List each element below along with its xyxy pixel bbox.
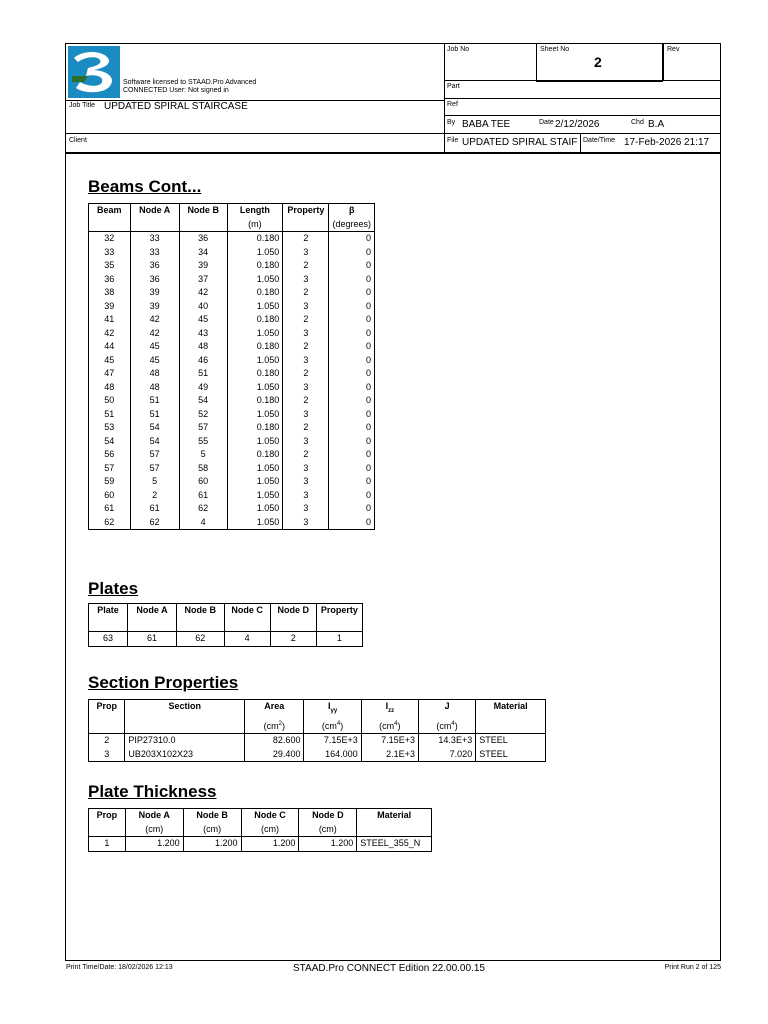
column-header: Node A (128, 604, 177, 618)
table-cell: 3 (283, 475, 329, 489)
table-cell: 3 (283, 462, 329, 476)
column-header: Section (125, 700, 245, 718)
table-cell: 58 (179, 462, 227, 476)
column-header: Prop (96, 701, 117, 711)
table-cell: 2 (283, 421, 329, 435)
section-properties-table (88, 699, 546, 762)
edition: STAAD.Pro CONNECT Edition 22.00.00.15 (293, 963, 485, 974)
table-row (89, 367, 375, 381)
column-unit (89, 823, 126, 837)
table-cell: 54 (179, 394, 227, 408)
table-cell: 2 (283, 286, 329, 300)
column-header: β (329, 204, 375, 218)
table-cell: 41 (104, 314, 115, 325)
column-unit (179, 218, 227, 232)
table-cell: 53 (104, 422, 115, 433)
table-cell: 2 (283, 394, 329, 408)
table-cell: 1.050 (227, 516, 283, 530)
column-header: Node B (176, 604, 224, 618)
table-row (89, 837, 432, 852)
column-unit: (cm) (241, 823, 299, 837)
part-label: Part (447, 83, 460, 90)
table-header-row (89, 809, 432, 823)
table-row (89, 408, 375, 422)
table-cell: 3 (283, 246, 329, 260)
chd-value: B.A (648, 119, 665, 130)
table-cell: 48 (179, 340, 227, 354)
column-unit: $(cm^4)$ (304, 718, 361, 734)
header-bottom-border (66, 152, 721, 154)
table-cell: 2 (283, 340, 329, 354)
date-label: Date (539, 119, 554, 126)
table-cell: 7.020 (418, 747, 475, 761)
table-cell: 0.180 (227, 340, 283, 354)
table-cell: 38 (104, 287, 115, 298)
table-cell: 0 (329, 502, 375, 516)
table-header-row (89, 700, 546, 718)
table-row (89, 273, 375, 287)
table-cell: 2 (270, 632, 316, 647)
table-row (89, 733, 546, 747)
header-divider (536, 44, 537, 80)
table-cell: 62 (130, 516, 179, 530)
table-cell: 2 (283, 448, 329, 462)
table-cell: 57 (104, 462, 115, 473)
table-cell: 1.050 (227, 381, 283, 395)
table-cell: 39 (179, 259, 227, 273)
table-cell: 1.050 (227, 475, 283, 489)
table-cell: 0 (329, 300, 375, 314)
license-line-2: CONNECTED User: Not signed in (123, 87, 229, 94)
table-cell: 49 (179, 381, 227, 395)
table-cell: 52 (179, 408, 227, 422)
table-cell: 82.600 (245, 733, 304, 747)
header-divider (444, 98, 721, 99)
column-unit (283, 218, 329, 232)
job-no-label: Job No (447, 46, 470, 53)
column-unit (125, 718, 245, 734)
table-cell: 2 (283, 259, 329, 273)
table-cell: 46 (179, 354, 227, 368)
column-unit (130, 218, 179, 232)
column-unit: $(cm^2)$ (245, 718, 304, 734)
table-row (89, 462, 375, 476)
table-cell: 39 (130, 286, 179, 300)
column-header: Property (283, 204, 329, 218)
column-unit: $(cm^4)$ (418, 718, 475, 734)
table-cell: 1.050 (227, 246, 283, 260)
table-cell: 1.050 (227, 354, 283, 368)
table-cell: 1.050 (227, 300, 283, 314)
table-cell: 61 (128, 632, 177, 647)
table-cell: 62 (176, 632, 224, 647)
table-cell: 51 (130, 394, 179, 408)
column-unit: $(cm^4)$ (361, 718, 418, 734)
table-cell: PIP27310.0 (125, 733, 245, 747)
table-row (89, 313, 375, 327)
table-cell: 2 (283, 313, 329, 327)
table-unit-row (89, 218, 375, 232)
print-run: Print Run 2 of 125 (664, 964, 721, 971)
header-divider (536, 80, 663, 82)
file-label: File (447, 137, 459, 144)
table-cell: 0 (329, 313, 375, 327)
table-cell: 3 (283, 516, 329, 530)
table-cell: 59 (104, 476, 115, 487)
table-cell: 34 (179, 246, 227, 260)
table-row (89, 448, 375, 462)
column-header: Node D (299, 809, 357, 823)
table-unit-row (89, 718, 546, 734)
table-cell: 3 (283, 327, 329, 341)
header-divider (66, 133, 721, 134)
table-cell: 1.050 (227, 489, 283, 503)
table-cell: 1.050 (227, 435, 283, 449)
table-cell: 50 (104, 395, 115, 406)
table-row (89, 286, 375, 300)
table-cell: 44 (104, 341, 115, 352)
table-cell: 3 (104, 748, 110, 759)
header-divider (444, 44, 445, 152)
table-cell: 1.050 (227, 327, 283, 341)
table-cell: 0 (329, 286, 375, 300)
table-cell: 62 (104, 516, 115, 527)
table-cell: 1.200 (125, 837, 183, 852)
table-cell: 164.000 (304, 747, 361, 761)
table-cell: 0 (329, 448, 375, 462)
table-cell: 2.1E+3 (361, 747, 418, 761)
date-value: 2/12/2026 (555, 119, 600, 130)
table-cell: STEEL (476, 747, 546, 761)
table-cell: 3 (283, 489, 329, 503)
table-cell: 0 (329, 259, 375, 273)
table-cell: 54 (104, 435, 115, 446)
table-cell: 0 (329, 246, 375, 260)
column-header: Node B (183, 809, 241, 823)
table-cell: 42 (130, 313, 179, 327)
table-cell: 2 (104, 735, 110, 746)
datetime-value: 17-Feb-2026 21:17 (624, 137, 710, 148)
table-cell: 3 (283, 435, 329, 449)
table-cell: 0.180 (227, 313, 283, 327)
table-cell: 0 (329, 394, 375, 408)
table-cell: 39 (130, 300, 179, 314)
table-cell: 2 (283, 367, 329, 381)
print-time: Print Time/Date: 18/02/2026 12:13 (66, 964, 173, 971)
table-cell: 51 (179, 367, 227, 381)
table-cell: 3 (283, 300, 329, 314)
table-cell: 40 (179, 300, 227, 314)
table-cell: 47 (104, 368, 115, 379)
table-cell: 48 (130, 367, 179, 381)
column-unit (89, 718, 125, 734)
table-cell: 48 (104, 381, 115, 392)
header-divider (580, 133, 581, 152)
plates-table (88, 603, 363, 647)
sheet-no-label: Sheet No (540, 46, 570, 53)
table-cell: 1 (316, 632, 362, 647)
column-header: Material (476, 700, 546, 718)
table-cell: 33 (104, 246, 115, 257)
column-header: Length (227, 204, 283, 218)
staad-logo (68, 46, 120, 98)
table-cell: 36 (104, 273, 115, 284)
table-cell: 62 (179, 502, 227, 516)
column-unit (270, 618, 316, 632)
plate-thickness-title: Plate Thickness (88, 782, 217, 801)
table-cell: 7.15E+3 (361, 733, 418, 747)
table-cell: 45 (130, 340, 179, 354)
column-unit (89, 618, 128, 632)
table-cell: 0.180 (227, 448, 283, 462)
table-cell: 3 (283, 381, 329, 395)
table-cell: 33 (130, 232, 179, 246)
sheet-no-value: 2 (594, 54, 602, 70)
table-cell: 0 (329, 327, 375, 341)
table-cell: 0.180 (227, 259, 283, 273)
table-cell: 42 (179, 286, 227, 300)
table-cell: 0 (329, 462, 375, 476)
plate-thickness-table (88, 808, 432, 852)
column-header: J (418, 700, 475, 718)
table-cell: 60 (179, 475, 227, 489)
column-header: Node C (241, 809, 299, 823)
table-row (89, 394, 375, 408)
client-label: Client (69, 137, 87, 144)
column-unit (316, 618, 362, 632)
header-divider (444, 115, 721, 116)
table-cell: 1.050 (227, 273, 283, 287)
column-header: Prop (96, 810, 118, 820)
column-header: Beam (97, 205, 122, 215)
beams-title: Beams Cont... (88, 177, 202, 196)
table-row (89, 300, 375, 314)
table-cell: 51 (104, 408, 115, 419)
table-cell: 1.050 (227, 408, 283, 422)
datetime-label: Date/Time (583, 137, 616, 144)
table-cell: 0.180 (227, 367, 283, 381)
column-header: $I_{yy}$ (304, 700, 361, 718)
table-cell: 1.050 (227, 502, 283, 516)
table-cell: 61 (104, 503, 115, 514)
table-row (89, 232, 375, 246)
table-cell: 4 (224, 632, 270, 647)
table-row (89, 435, 375, 449)
column-unit (224, 618, 270, 632)
table-row (89, 327, 375, 341)
logo-icon (68, 46, 120, 98)
column-unit: (cm) (125, 823, 183, 837)
table-cell: 0 (329, 435, 375, 449)
column-header: Node A (125, 809, 183, 823)
table-cell: 1.200 (299, 837, 357, 852)
table-cell: 39 (104, 300, 115, 311)
table-cell: 0 (329, 340, 375, 354)
table-cell: 56 (104, 449, 115, 460)
table-unit-row (89, 823, 432, 837)
table-cell: 37 (179, 273, 227, 287)
table-cell: 0 (329, 421, 375, 435)
table-cell: 5 (130, 475, 179, 489)
table-row (89, 747, 546, 761)
table-cell: 0 (329, 232, 375, 246)
table-cell: 1.050 (227, 462, 283, 476)
table-cell: 2 (130, 489, 179, 503)
table-cell: 0.180 (227, 394, 283, 408)
table-cell: STEEL (476, 733, 546, 747)
table-cell: 1 (104, 838, 110, 849)
table-cell: 33 (130, 246, 179, 260)
table-cell: 43 (179, 327, 227, 341)
table-cell: 0 (329, 273, 375, 287)
license-line-1: Software licensed to STAAD.Pro Advanced (123, 79, 257, 86)
table-cell: 42 (104, 327, 115, 338)
column-header: Material (357, 809, 432, 823)
table-cell: 7.15E+3 (304, 733, 361, 747)
column-unit (176, 618, 224, 632)
table-cell: 45 (179, 313, 227, 327)
table-cell: 2 (283, 232, 329, 246)
section-properties-title: Section Properties (88, 673, 239, 692)
table-row (89, 259, 375, 273)
column-header: Property (316, 604, 362, 618)
table-cell: 0 (329, 489, 375, 503)
table-cell: 48 (130, 381, 179, 395)
table-cell: 0 (329, 354, 375, 368)
table-cell: 0 (329, 367, 375, 381)
table-cell: UB203X102X23 (125, 747, 245, 761)
table-row (89, 354, 375, 368)
table-cell: 0 (329, 408, 375, 422)
table-cell: 54 (130, 421, 179, 435)
table-row (89, 381, 375, 395)
column-header: Node A (130, 204, 179, 218)
table-cell: 36 (130, 259, 179, 273)
chd-label: Chd (631, 119, 644, 126)
table-cell: 3 (283, 354, 329, 368)
header-divider (662, 44, 664, 81)
table-cell: 5 (179, 448, 227, 462)
table-cell: 42 (130, 327, 179, 341)
table-cell: 29.400 (245, 747, 304, 761)
table-row (89, 246, 375, 260)
column-header: Node B (179, 204, 227, 218)
table-row (89, 502, 375, 516)
table-cell: STEEL_355_N (357, 837, 432, 852)
table-row (89, 340, 375, 354)
column-unit (89, 218, 131, 232)
table-cell: 45 (104, 354, 115, 365)
table-cell: 3 (283, 408, 329, 422)
table-cell: 60 (104, 489, 115, 500)
column-unit: (degrees) (329, 218, 375, 232)
plates-title: Plates (88, 579, 139, 598)
table-cell: 57 (130, 462, 179, 476)
table-row (89, 475, 375, 489)
table-unit-row (89, 618, 363, 632)
table-cell: 54 (130, 435, 179, 449)
table-cell: 3 (283, 273, 329, 287)
table-cell: 51 (130, 408, 179, 422)
table-cell: 57 (130, 448, 179, 462)
table-cell: 55 (179, 435, 227, 449)
table-cell: 1.200 (241, 837, 299, 852)
column-unit (128, 618, 177, 632)
table-cell: 14.3E+3 (418, 733, 475, 747)
column-unit: (cm) (299, 823, 357, 837)
table-row (89, 516, 375, 530)
table-header-row (89, 204, 375, 218)
column-header: Node D (270, 604, 316, 618)
by-label: By (447, 119, 456, 126)
column-unit: (m) (227, 218, 283, 232)
rev-label: Rev (667, 46, 680, 53)
beams-table (88, 203, 375, 530)
file-value: UPDATED SPIRAL STAIF (462, 137, 578, 148)
table-row (89, 632, 363, 647)
column-unit: (cm) (183, 823, 241, 837)
job-title-label: Job Title (69, 102, 96, 109)
column-header: Plate (97, 605, 119, 615)
table-row (89, 489, 375, 503)
table-cell: 0 (329, 475, 375, 489)
table-cell: 0.180 (227, 232, 283, 246)
table-cell: 61 (130, 502, 179, 516)
table-cell: 57 (179, 421, 227, 435)
table-cell: 32 (104, 233, 115, 244)
table-cell: 61 (179, 489, 227, 503)
column-header: Node C (224, 604, 270, 618)
table-header-row (89, 604, 363, 618)
job-title-value: UPDATED SPIRAL STAIRCASE (104, 101, 248, 112)
table-row (89, 421, 375, 435)
column-header: Area (245, 700, 304, 718)
table-cell: 45 (130, 354, 179, 368)
table-cell: 0.180 (227, 421, 283, 435)
table-cell: 0 (329, 381, 375, 395)
table-cell: 63 (103, 633, 114, 644)
by-value: BABA TEE (462, 119, 511, 130)
table-cell: 4 (179, 516, 227, 530)
table-cell: 0.180 (227, 286, 283, 300)
column-header: $I_{zz}$ (361, 700, 418, 718)
table-cell: 1.200 (183, 837, 241, 852)
table-cell: 3 (283, 502, 329, 516)
column-unit (476, 718, 546, 734)
table-cell: 36 (130, 273, 179, 287)
column-unit (357, 823, 432, 837)
table-cell: 0 (329, 516, 375, 530)
ref-label: Ref (447, 101, 458, 108)
table-cell: 36 (179, 232, 227, 246)
table-cell: 35 (104, 260, 115, 271)
